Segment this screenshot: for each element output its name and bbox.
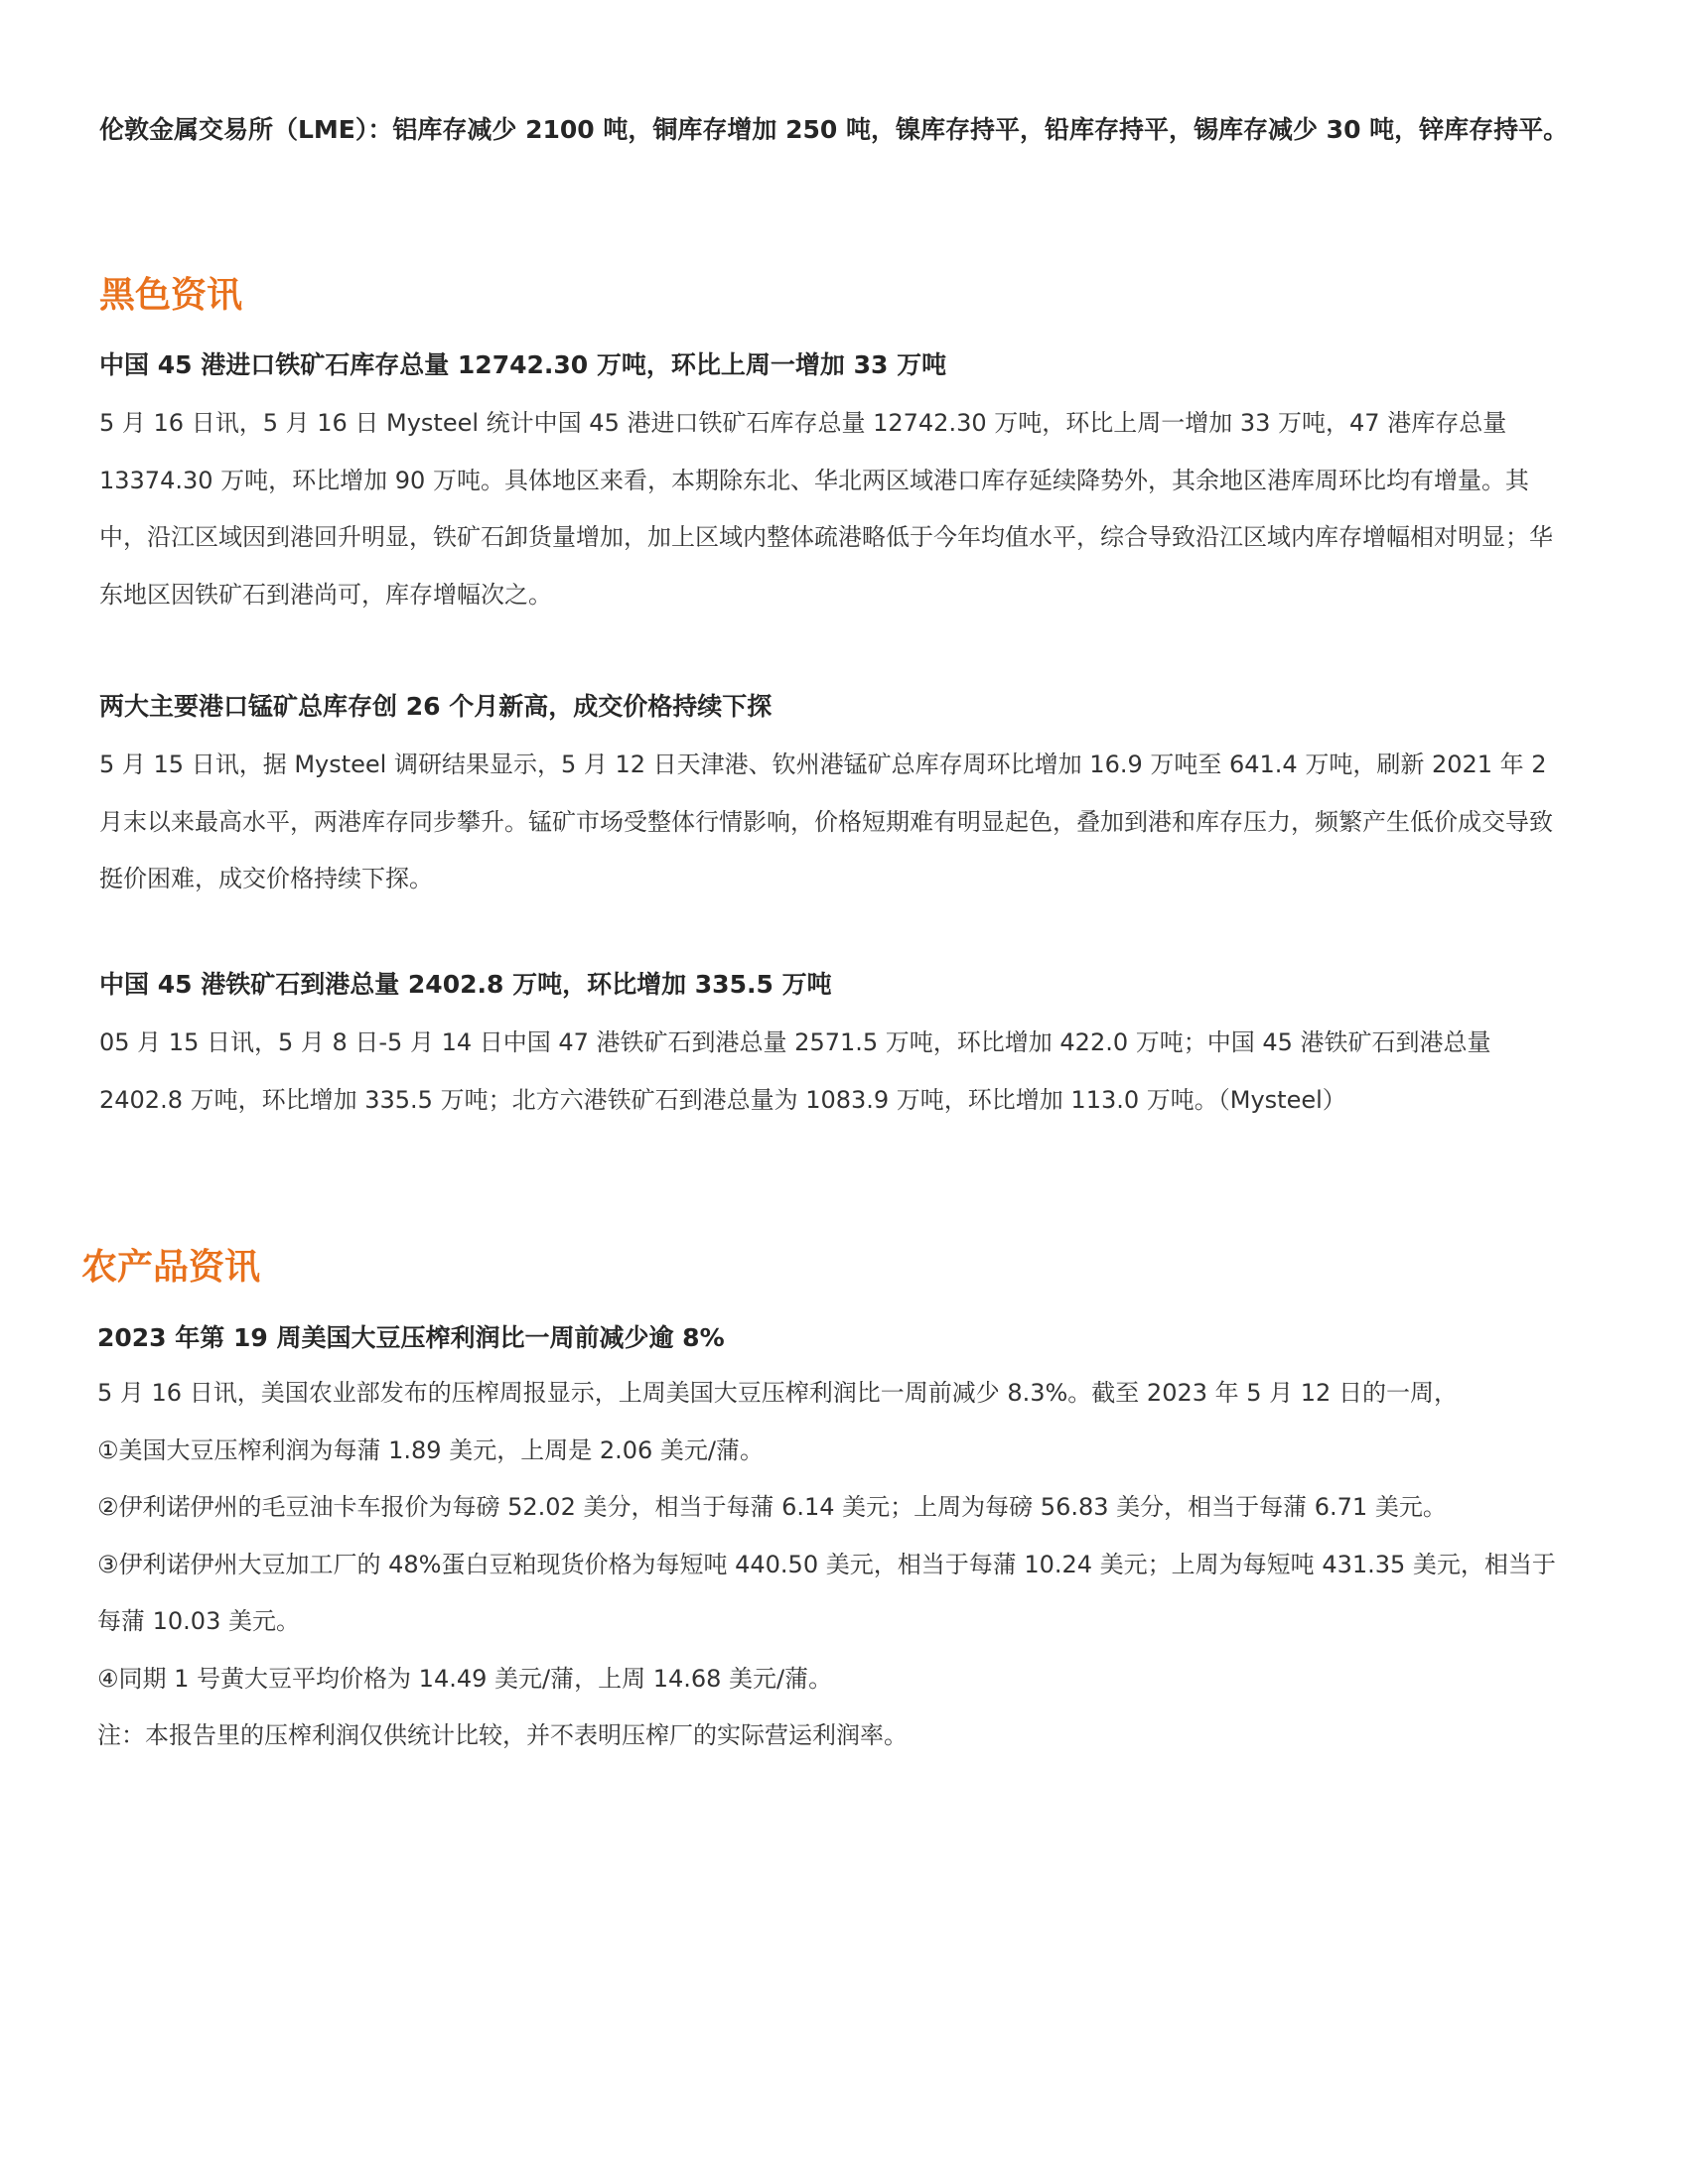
article-headline-soybean-crush: 2023 年第 19 周美国大豆压榨利润比一周前减少逾 8% [97, 1323, 725, 1352]
section-title-agriculture: 农产品资讯 [81, 1247, 261, 1288]
section-title-ferrous: 黑色资讯 [99, 275, 243, 316]
soybean-point-2: ②伊利诺伊州的毛豆油卡车报价为每磅 52.02 美分，相当于每蒲 6.14 美元；上周为每磅 56.83 美分，相当于每蒲 6.71 美元。 [97, 1493, 1447, 1521]
article-headline-iron-ore-arrivals: 中国 45 港铁矿石到港总量 2402.8 万吨，环比增加 335.5 万吨 [99, 970, 832, 999]
article-headline-iron-ore-inventory: 中国 45 港进口铁矿石库存总量 12742.30 万吨，环比上周一增加 33 万吨 [99, 350, 947, 379]
soybean-intro-line: 5 月 16 日讯，美国农业部发布的压榨周报显示，上周美国大豆压榨利润比一周前减少 8.3%。截至 2023 年 5 月 12 日的一周， [97, 1379, 1458, 1407]
article-body-iron-ore-inventory: 5 月 16 日讯，5 月 16 日 Mysteel 统计中国 45 港进口铁矿石库存总量 12742.30 万吨，环比上周一增加 33 万吨，47 港库存总量 13374.30 万吨，环比增加 90 万吨。具体地区来看，本期除东北、华北两区域港口库存延续降势外，其余地区港库周环比均有增量。其中，沿江区域因到港回升明显，铁矿石卸货量增加，加上区域内整体疏港略低于今年均值水平，综合导致沿江区域内库存增幅相对明显；华东地区因铁矿石到港尚可，库存增幅次之。 [99, 409, 1553, 609]
soybean-point-4: ④同期 1 号黄大豆平均价格为 14.49 美元/蒲，上周 14.68 美元/蒲。 [97, 1664, 833, 1693]
soybean-note: 注：本报告里的压榨利润仅供统计比较，并不表明压榨厂的实际营运利润率。 [97, 1721, 908, 1749]
lme-inventory-summary: 伦敦金属交易所（LME）：铝库存减少 2100 吨，铜库存增加 250 吨，镍库存持平，铅库存持平，锡库存减少 30 吨，锌库存持平。 [99, 115, 1569, 144]
article-body-soybean-crush [97, 1365, 1567, 1765]
article-body-iron-ore-arrivals: 05 月 15 日讯，5 月 8 日-5 月 14 日中国 47 港铁矿石到港总量 2571.5 万吨，环比增加 422.0 万吨；中国 45 港铁矿石到港总量 2402.8 万吨，环比增加 335.5 万吨；北方六港铁矿石到港总量为 1083.9 万吨，环比增加 113.0 万吨。（Mysteel） [99, 1028, 1491, 1114]
soybean-point-3: ③伊利诺伊州大豆加工厂的 48%蛋白豆粕现货价格为每短吨 440.50 美元，相当于每蒲 10.24 美元；上周为每短吨 431.35 美元，相当于每蒲 10.03 美元。 [97, 1550, 1556, 1635]
article-body-manganese-inventory: 5 月 15 日讯，据 Mysteel 调研结果显示，5 月 12 日天津港、钦州港锰矿总库存周环比增加 16.9 万吨至 641.4 万吨，刷新 2021 年 2 月末以来最高水平，两港库存同步攀升。锰矿市场受整体行情影响，价格短期难有明显起色，叠加到港和库存压力，频繁产生低价成交导致挺价困难，成交价格持续下探。 [99, 751, 1553, 892]
article-headline-manganese-inventory: 两大主要港口锰矿总库存创 26 个月新高，成交价格持续下探 [99, 692, 773, 721]
soybean-point-1: ①美国大豆压榨利润为每蒲 1.89 美元，上周是 2.06 美元/蒲。 [97, 1435, 764, 1464]
